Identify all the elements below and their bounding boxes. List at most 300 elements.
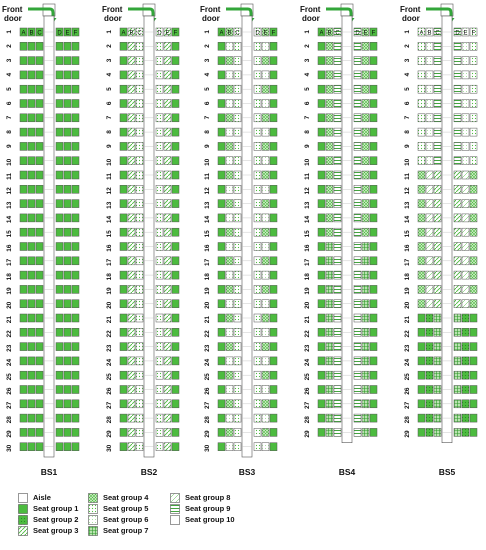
seat: [318, 414, 325, 422]
seat: [318, 128, 325, 136]
row-number: 25: [304, 373, 311, 381]
seat: [354, 243, 361, 251]
seat: [128, 357, 135, 365]
seat: [262, 400, 269, 408]
seat: [334, 142, 341, 150]
seat: [434, 414, 441, 422]
seat: [36, 42, 43, 50]
layout-label: BS5: [438, 467, 456, 477]
seat: [128, 300, 135, 308]
seat: [426, 271, 433, 279]
seat: [434, 214, 441, 222]
seat: [64, 157, 71, 165]
seat: [234, 228, 241, 236]
seat: [64, 128, 71, 136]
seat: [254, 85, 261, 93]
seat: [370, 343, 377, 351]
seat: [362, 271, 369, 279]
seat: [136, 371, 143, 379]
seat: [226, 171, 233, 179]
seat: [318, 400, 325, 408]
row-number: 22: [304, 330, 311, 338]
seat: [218, 114, 225, 122]
seat-letter: D: [355, 30, 360, 37]
seat: [156, 85, 163, 93]
seat-group-8-swatch: [170, 493, 180, 503]
seat: [326, 42, 333, 50]
seat: [318, 85, 325, 93]
seat: [270, 386, 277, 394]
seat: [454, 257, 461, 265]
seat: [156, 200, 163, 208]
seat: [334, 285, 341, 293]
row-number: 12: [106, 187, 113, 195]
seat: [462, 171, 469, 179]
seat: [164, 428, 171, 436]
row-number: 19: [106, 287, 113, 295]
seat: [462, 257, 469, 265]
seat: [28, 157, 35, 165]
seat: [318, 343, 325, 351]
seat: [370, 314, 377, 322]
seat: [318, 428, 325, 436]
seat-letter: A: [419, 30, 424, 37]
seat: [218, 371, 225, 379]
seat: [128, 71, 135, 79]
seat: [354, 228, 361, 236]
seat: [262, 200, 269, 208]
seat: [28, 243, 35, 251]
row-number: 9: [106, 144, 113, 149]
seat: [370, 271, 377, 279]
seat: [20, 414, 27, 422]
seat: [120, 157, 127, 165]
seat: [418, 343, 425, 351]
seat: [156, 386, 163, 394]
seat: [56, 200, 63, 208]
row-number: 28: [304, 416, 311, 424]
seat: [454, 100, 461, 108]
seat: [136, 386, 143, 394]
seat: [362, 328, 369, 336]
seat: [64, 228, 71, 236]
seat: [172, 271, 179, 279]
seat: [434, 142, 441, 150]
row-number: 18: [204, 273, 211, 281]
seat: [426, 343, 433, 351]
row-number: 5: [404, 87, 411, 91]
seat: [136, 142, 143, 150]
seat: [28, 428, 35, 436]
seat: [470, 228, 477, 236]
seat-letter: F: [173, 30, 178, 37]
seat: [362, 400, 369, 408]
seat: [72, 114, 79, 122]
seat: [362, 57, 369, 65]
legend-label: Seat group 6: [103, 515, 149, 524]
row-number: 10: [6, 158, 13, 166]
row-number: 25: [404, 373, 411, 381]
seat: [426, 386, 433, 394]
seat: [234, 114, 241, 122]
seat: [56, 414, 63, 422]
seat: [362, 100, 369, 108]
seat: [72, 100, 79, 108]
seat: [64, 100, 71, 108]
seat: [56, 128, 63, 136]
row-number: 29: [304, 430, 311, 438]
seat: [234, 142, 241, 150]
seat: [226, 128, 233, 136]
seat: [270, 443, 277, 451]
seat: [254, 428, 261, 436]
seat: [426, 85, 433, 93]
seat: [164, 157, 171, 165]
seat: [454, 414, 461, 422]
legend-label: Aisle: [33, 493, 51, 502]
seat: [164, 71, 171, 79]
seat: [362, 185, 369, 193]
seat: [128, 157, 135, 165]
seat: [226, 214, 233, 222]
row-number: 5: [304, 87, 311, 91]
seat-group-3-swatch: [18, 526, 28, 536]
seat: [218, 285, 225, 293]
seat: [36, 214, 43, 222]
seat: [354, 357, 361, 365]
seat: [156, 371, 163, 379]
seat: [72, 443, 79, 451]
seat: [28, 114, 35, 122]
layout-bs3: [200, 4, 277, 477]
seat-group-9-swatch: [170, 504, 180, 514]
seat: [262, 285, 269, 293]
seat: [226, 243, 233, 251]
row-number: 30: [6, 444, 13, 452]
seat: [56, 171, 63, 179]
seat: [36, 228, 43, 236]
seat: [136, 200, 143, 208]
seat: [370, 100, 377, 108]
seat-group-10-swatch: [170, 515, 180, 525]
legend-item-seat-group-10: [170, 514, 235, 525]
layout-bs1: [2, 4, 79, 477]
seat: [136, 42, 143, 50]
seat: [120, 328, 127, 336]
seat: [426, 285, 433, 293]
seat: [354, 142, 361, 150]
seat: [128, 171, 135, 179]
seat: [64, 214, 71, 222]
seat: [156, 314, 163, 322]
seat: [164, 171, 171, 179]
seat: [164, 414, 171, 422]
row-number: 16: [106, 244, 113, 252]
row-number: 9: [404, 144, 411, 149]
seat: [172, 57, 179, 65]
seat: [226, 343, 233, 351]
seat: [120, 114, 127, 122]
seat: [362, 214, 369, 222]
seat: [454, 200, 461, 208]
row-number: 24: [404, 358, 411, 367]
seat: [218, 142, 225, 150]
seat: [28, 328, 35, 336]
seat: [56, 142, 63, 150]
seat: [334, 171, 341, 179]
seat: [434, 128, 441, 136]
seat: [156, 400, 163, 408]
seat: [56, 285, 63, 293]
seat: [218, 328, 225, 336]
seat: [362, 257, 369, 265]
row-number: 22: [404, 330, 411, 338]
front-door-label: door: [302, 14, 320, 23]
front-door-label: door: [402, 14, 420, 23]
seat: [164, 214, 171, 222]
seat: [270, 85, 277, 93]
seat: [434, 357, 441, 365]
seat: [136, 185, 143, 193]
seat: [354, 414, 361, 422]
seat: [218, 42, 225, 50]
seat: [418, 243, 425, 251]
seat: [164, 285, 171, 293]
row-number: 19: [404, 287, 411, 295]
seat: [370, 257, 377, 265]
row-number: 16: [404, 244, 411, 252]
row-number: 16: [204, 244, 211, 252]
seat: [164, 314, 171, 322]
seat: [470, 171, 477, 179]
seat: [28, 71, 35, 79]
seat: [172, 414, 179, 422]
seat: [370, 157, 377, 165]
seat: [164, 42, 171, 50]
seat: [362, 157, 369, 165]
seat: [20, 300, 27, 308]
seat: [426, 371, 433, 379]
seat: [462, 157, 469, 165]
seat: [434, 343, 441, 351]
row-number: 23: [304, 344, 311, 352]
seat: [28, 57, 35, 65]
seat: [28, 300, 35, 308]
seat: [120, 243, 127, 251]
seat: [72, 243, 79, 251]
seat: [334, 228, 341, 236]
seat: [172, 257, 179, 265]
seat: [262, 243, 269, 251]
seat: [20, 343, 27, 351]
seat: [270, 42, 277, 50]
seat-letter: C: [335, 30, 340, 37]
seat-letter: F: [471, 30, 476, 37]
seat: [262, 157, 269, 165]
row-number: 26: [404, 387, 411, 395]
seat: [226, 271, 233, 279]
seat: [72, 285, 79, 293]
seat: [218, 100, 225, 108]
seat: [64, 171, 71, 179]
seat: [234, 157, 241, 165]
row-number: 30: [106, 444, 113, 452]
seat: [262, 71, 269, 79]
seat: [326, 228, 333, 236]
seat: [226, 328, 233, 336]
row-number: 9: [6, 144, 13, 149]
seat: [418, 300, 425, 308]
row-number: 21: [404, 316, 411, 324]
seat: [418, 128, 425, 136]
seat: [418, 200, 425, 208]
seat: [426, 42, 433, 50]
row-number: 3: [106, 58, 113, 63]
seat: [426, 100, 433, 108]
seat: [20, 57, 27, 65]
seat: [172, 100, 179, 108]
legend-label: Seat group 10: [185, 515, 235, 524]
seat-group-6-swatch: [88, 515, 98, 525]
seat: [234, 371, 241, 379]
seat: [270, 128, 277, 136]
seat: [136, 443, 143, 451]
row-number: 21: [6, 316, 13, 324]
seat: [470, 328, 477, 336]
seat: [72, 314, 79, 322]
row-number: 28: [106, 416, 113, 424]
seat: [254, 214, 261, 222]
seat: [418, 386, 425, 394]
seat: [120, 128, 127, 136]
front-door-label: Front: [400, 5, 421, 14]
seat: [362, 85, 369, 93]
seat: [120, 142, 127, 150]
seat: [136, 328, 143, 336]
seat: [362, 314, 369, 322]
row-number: 1: [304, 30, 311, 34]
seat: [270, 171, 277, 179]
seat: [362, 386, 369, 394]
seat: [218, 85, 225, 93]
seat: [218, 243, 225, 251]
seat: [326, 371, 333, 379]
seat: [64, 314, 71, 322]
seat: [164, 57, 171, 65]
row-number: 25: [106, 373, 113, 381]
seat: [128, 185, 135, 193]
seat: [164, 343, 171, 351]
seat: [326, 214, 333, 222]
seat: [470, 285, 477, 293]
seat: [20, 214, 27, 222]
seat: [270, 400, 277, 408]
seat: [434, 400, 441, 408]
row-number: 19: [304, 287, 311, 295]
seat: [128, 228, 135, 236]
seat: [172, 328, 179, 336]
seat: [36, 157, 43, 165]
seat: [318, 228, 325, 236]
seat: [318, 114, 325, 122]
seat: [454, 271, 461, 279]
seat: [370, 243, 377, 251]
seat: [462, 414, 469, 422]
seat: [270, 285, 277, 293]
seat: [254, 371, 261, 379]
seat: [226, 200, 233, 208]
layout-bs2: [102, 4, 179, 477]
row-number: 11: [404, 173, 411, 180]
seat: [72, 386, 79, 394]
seat: [172, 428, 179, 436]
seat: [28, 414, 35, 422]
seat: [156, 114, 163, 122]
seat: [128, 314, 135, 322]
legend-label: Seat group 1: [33, 504, 79, 513]
legend-item-seat-group-7: [88, 525, 148, 536]
seat: [470, 214, 477, 222]
row-number: 6: [6, 101, 13, 106]
seat: [262, 128, 269, 136]
seat: [20, 328, 27, 336]
legend-label: Seat group 5: [103, 504, 149, 513]
seat: [462, 71, 469, 79]
row-number: 3: [6, 58, 13, 63]
seat: [28, 142, 35, 150]
seat-letter: B: [227, 30, 232, 37]
seat: [470, 300, 477, 308]
seat: [434, 71, 441, 79]
seat: [218, 343, 225, 351]
seat: [254, 114, 261, 122]
seat: [454, 428, 461, 436]
seat: [56, 57, 63, 65]
legend-label: Seat group 2: [33, 515, 79, 524]
row-number: 1: [106, 30, 113, 34]
seat: [434, 371, 441, 379]
row-number: 26: [106, 387, 113, 395]
seat: [326, 300, 333, 308]
seat: [128, 271, 135, 279]
seat: [64, 57, 71, 65]
seat: [262, 142, 269, 150]
seat: [156, 357, 163, 365]
seat: [72, 71, 79, 79]
seat: [156, 300, 163, 308]
seat: [56, 85, 63, 93]
row-number: 19: [6, 287, 13, 295]
seat: [470, 386, 477, 394]
seat: [426, 142, 433, 150]
seat: [262, 228, 269, 236]
seat: [20, 42, 27, 50]
seat: [136, 85, 143, 93]
seat: [462, 243, 469, 251]
seat: [270, 200, 277, 208]
seat: [36, 343, 43, 351]
row-number: 25: [204, 373, 211, 381]
seat: [56, 443, 63, 451]
seat: [72, 328, 79, 336]
seat: [128, 386, 135, 394]
seat: [318, 314, 325, 322]
seat: [36, 185, 43, 193]
seat: [426, 157, 433, 165]
seat: [326, 57, 333, 65]
seat: [318, 185, 325, 193]
seat: [64, 243, 71, 251]
